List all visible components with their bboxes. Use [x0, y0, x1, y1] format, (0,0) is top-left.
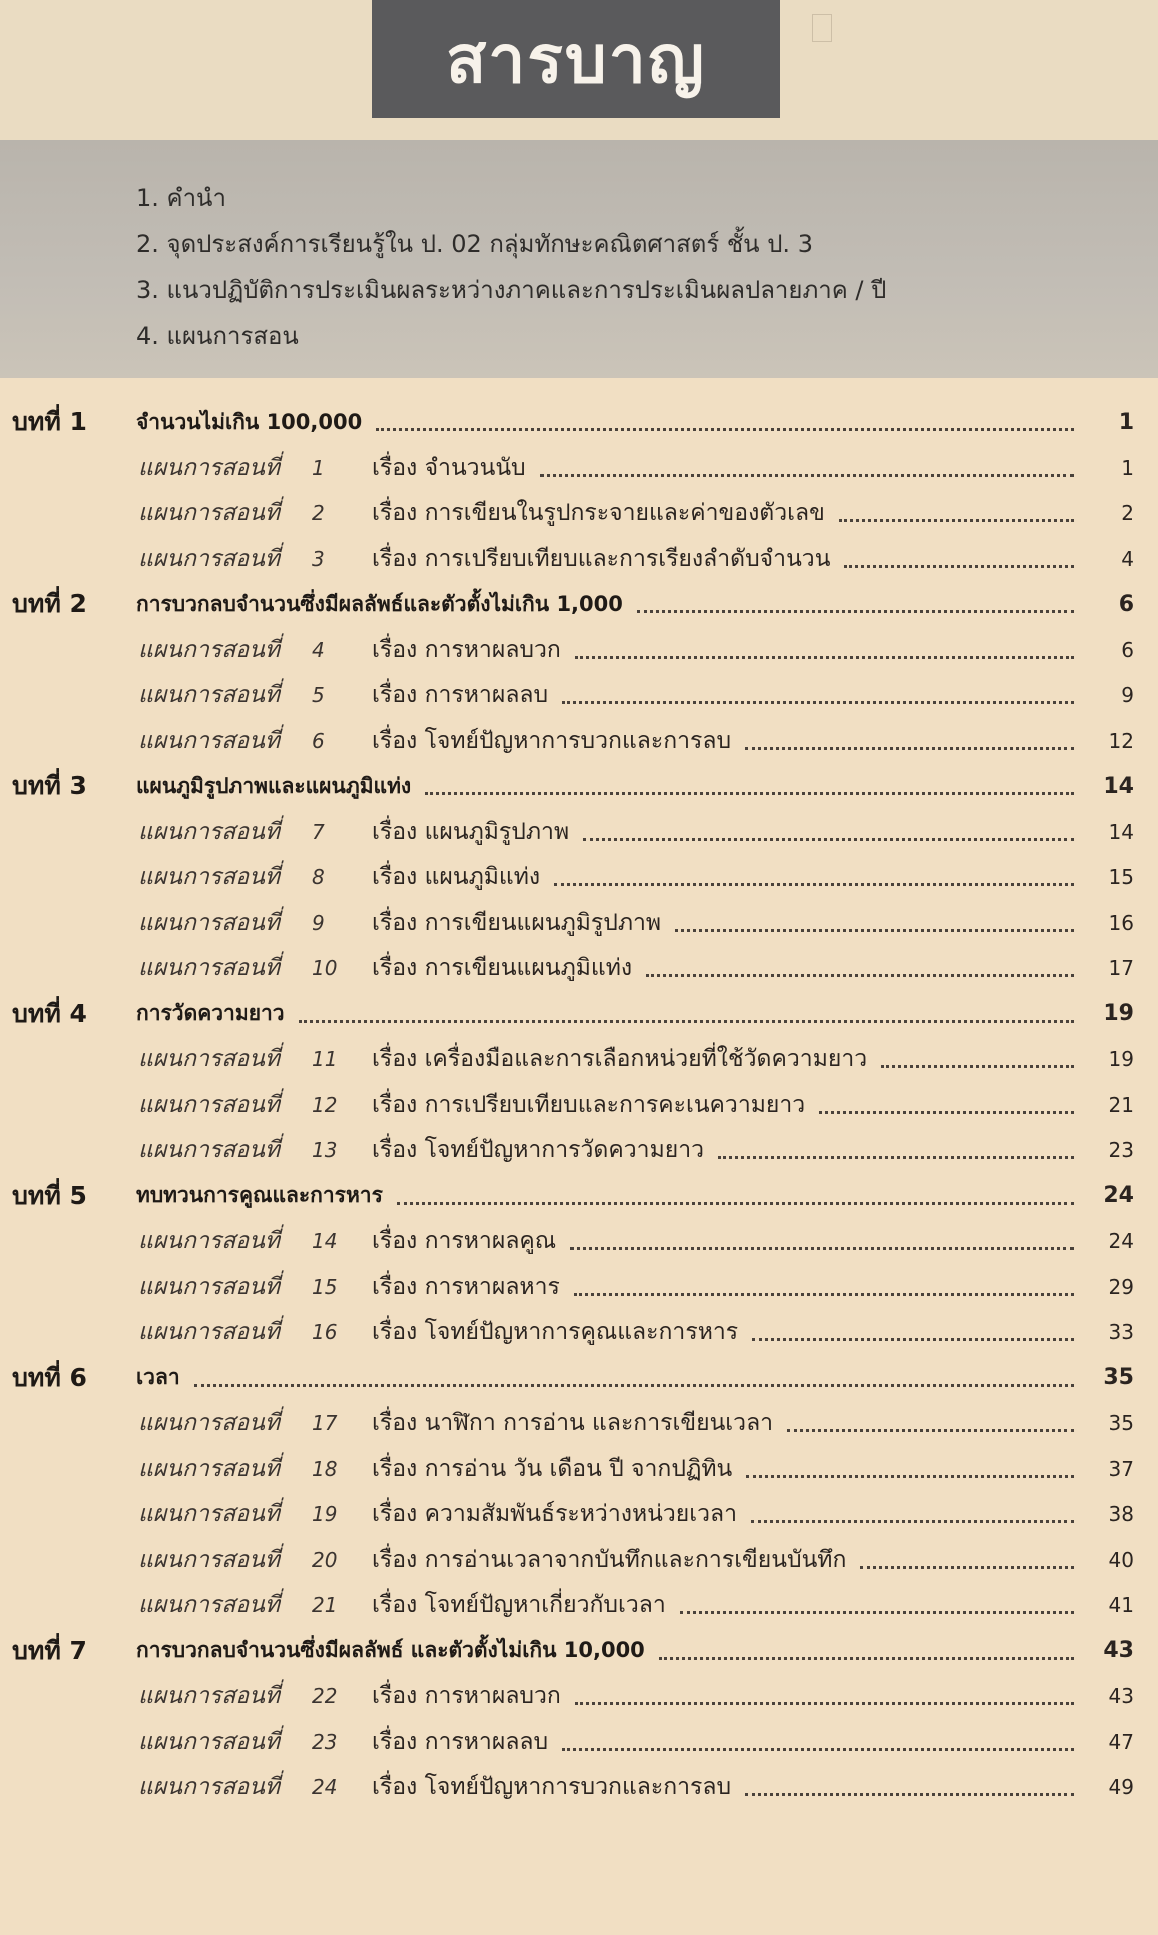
plan-label: แผนการสอนที่: [138, 1774, 280, 1800]
plan-topic: เรื่อง การหาผลคูณ: [372, 1228, 557, 1254]
plan-page-number: 12: [1108, 728, 1134, 753]
plan-topic: เรื่อง การหาผลหาร: [372, 1273, 560, 1300]
plan-row: [0, 446, 1158, 490]
plan-label: แผนการสอนที่: [138, 636, 280, 663]
plan-row: [0, 1583, 1158, 1627]
plan-page-number: 19: [1108, 1047, 1134, 1071]
plan-row: [0, 1128, 1158, 1172]
plan-page-number: 4: [1121, 546, 1134, 571]
chapter-row: [0, 1174, 1158, 1218]
dot-leader: [540, 472, 1074, 477]
plan-number: 11: [312, 1047, 338, 1071]
plan-label: แผนการสอนที่: [138, 1501, 280, 1527]
plan-label: แผนการสอนที่: [138, 1137, 280, 1163]
dot-leader: [752, 1336, 1074, 1341]
plan-number: 20: [312, 1547, 338, 1572]
intro-item-assessment: 3. แนวปฏิบัติการประเมินผลระหว่างภาคและการประเมินผลปลายภาค / ปี: [136, 276, 887, 304]
plan-topic: เรื่อง นาฬิกา การอ่าน และการเขียนเวลา: [372, 1410, 774, 1436]
chapter-row: [0, 582, 1158, 626]
dot-leader: [745, 1791, 1074, 1796]
plan-topic: เรื่อง ความสัมพันธ์ระหว่างหน่วยเวลา: [372, 1501, 738, 1527]
dot-leader: [570, 1245, 1074, 1250]
dot-leader: [583, 836, 1074, 841]
plan-page-number: 29: [1108, 1274, 1134, 1299]
plan-topic: เรื่อง การเปรียบเทียบและการเรียงลำดับจำนวน: [372, 545, 831, 572]
dot-leader: [562, 699, 1074, 704]
plan-page-number: 6: [1121, 637, 1134, 662]
plan-page-number: 15: [1108, 865, 1134, 889]
intro-item-lesson-plans: 4. แผนการสอน: [136, 322, 299, 350]
plan-number: 16: [312, 1320, 338, 1344]
chapter-title: แผนภูมิรูปภาพและแผนภูมิแท่ง: [136, 773, 412, 798]
plan-number: 5: [312, 683, 325, 707]
dot-leader: [574, 1291, 1074, 1296]
plan-topic: เรื่อง การหาผลบวก: [372, 636, 561, 663]
plan-number: 6: [312, 728, 325, 753]
plan-row: [0, 1265, 1158, 1309]
plan-label: แผนการสอนที่: [138, 1228, 280, 1254]
chapter-title: การบวกลบจำนวนซึ่งมีผลลัพธ์ และตัวตั้งไม่เกิน 10,000: [136, 1638, 645, 1662]
dot-leader: [646, 972, 1074, 977]
plan-row: [0, 946, 1158, 990]
chapter-page-number: 14: [1103, 773, 1134, 799]
plan-topic: เรื่อง เครื่องมือและการเลือกหน่วยที่ใช้วัดความยาว: [372, 1046, 868, 1072]
chapter-page-number: 24: [1103, 1183, 1134, 1208]
plan-page-number: 1: [1121, 455, 1134, 480]
chapter-label: บทที่ 4: [12, 998, 87, 1028]
dot-leader: [746, 1473, 1074, 1478]
title-box: [372, 0, 780, 118]
chapter-title: ทบทวนการคูณและการหาร: [136, 1183, 383, 1207]
plan-label: แผนการสอนที่: [138, 682, 280, 708]
plan-page-number: 49: [1108, 1775, 1134, 1799]
plan-number: 7: [312, 819, 325, 844]
plan-label: แผนการสอนที่: [138, 1091, 280, 1118]
plan-page-number: 24: [1108, 1229, 1134, 1253]
plan-topic: เรื่อง โจทย์ปัญหาเกี่ยวกับเวลา: [372, 1592, 666, 1618]
plan-topic: เรื่อง การเขียนในรูปกระจายและค่าของตัวเลข: [372, 500, 825, 526]
intro-item-objectives: 2. จุดประสงค์การเรียนรู้ใน ป. 02 กลุ่มทักษะคณิตศาสตร์ ชั้น ป. 3: [136, 230, 813, 258]
plan-row: [0, 1765, 1158, 1809]
intro-section: [0, 140, 1158, 378]
plan-number: 19: [312, 1502, 338, 1526]
stamp-mark: [812, 14, 832, 42]
plan-label: แผนการสอนที่: [138, 1319, 280, 1345]
plan-row: [0, 1720, 1158, 1764]
plan-topic: เรื่อง การหาผลลบ: [372, 1728, 549, 1755]
plan-label: แผนการสอนที่: [138, 1592, 280, 1618]
dot-leader: [659, 1655, 1074, 1660]
chapter-page-number: 43: [1103, 1638, 1134, 1663]
dot-leader: [844, 563, 1074, 568]
plan-number: 8: [312, 865, 325, 889]
plan-row: [0, 1447, 1158, 1491]
plan-row: [0, 1219, 1158, 1263]
plan-number: 1: [312, 455, 325, 480]
plan-page-number: 40: [1108, 1547, 1134, 1572]
plan-page-number: 37: [1108, 1456, 1134, 1481]
plan-number: 10: [312, 956, 338, 980]
intro-item-foreword: 1. คำนำ: [136, 184, 226, 212]
chapter-page-number: 35: [1103, 1365, 1134, 1390]
plan-label: แผนการสอนที่: [138, 454, 280, 481]
plan-row: [0, 491, 1158, 535]
chapter-row: [0, 764, 1158, 808]
dot-leader: [839, 517, 1074, 522]
chapter-title: การบวกลบจำนวนซึ่งมีผลลัพธ์และตัวตั้งไม่เกิน 1,000: [136, 591, 623, 616]
plan-row: [0, 673, 1158, 717]
plan-label: แผนการสอนที่: [138, 818, 280, 845]
plan-page-number: 14: [1108, 819, 1134, 844]
plan-label: แผนการสอนที่: [138, 1273, 280, 1300]
chapter-label: บทที่ 7: [12, 1635, 87, 1665]
chapter-row: [0, 1629, 1158, 1673]
chapter-title: เวลา: [136, 1365, 180, 1389]
plan-row: [0, 1401, 1158, 1445]
plan-row: [0, 1492, 1158, 1536]
plan-topic: เรื่อง โจทย์ปัญหาการวัดความยาว: [372, 1137, 705, 1163]
chapter-page-number: 6: [1118, 591, 1134, 617]
plan-page-number: 9: [1121, 683, 1134, 707]
plan-number: 12: [312, 1092, 338, 1117]
plan-number: 18: [312, 1456, 338, 1481]
plan-number: 17: [312, 1411, 338, 1435]
plan-page-number: 17: [1108, 956, 1134, 980]
chapter-page-number: 1: [1118, 409, 1134, 435]
dot-leader: [675, 927, 1074, 932]
plan-topic: เรื่อง แผนภูมิรูปภาพ: [372, 818, 570, 845]
dot-leader: [819, 1109, 1074, 1114]
plan-topic: เรื่อง โจทย์ปัญหาการคูณและการหาร: [372, 1319, 739, 1345]
plan-topic: เรื่อง การหาผลลบ: [372, 682, 549, 708]
plan-topic: เรื่อง การเขียนแผนภูมิรูปภาพ: [372, 909, 662, 936]
plan-topic: เรื่อง การหาผลบวก: [372, 1683, 561, 1709]
plan-number: 15: [312, 1274, 338, 1299]
dot-leader: [745, 745, 1074, 750]
chapter-row: [0, 400, 1158, 444]
plan-label: แผนการสอนที่: [138, 955, 280, 981]
plan-label: แผนการสอนที่: [138, 1046, 280, 1072]
plan-number: 21: [312, 1593, 338, 1617]
plan-page-number: 16: [1108, 910, 1134, 935]
plan-label: แผนการสอนที่: [138, 864, 280, 890]
plan-row: [0, 1538, 1158, 1582]
plan-number: 2: [312, 501, 325, 525]
chapter-label: บทที่ 5: [12, 1180, 87, 1210]
plan-label: แผนการสอนที่: [138, 909, 280, 936]
chapter-label: บทที่ 6: [12, 1362, 87, 1392]
plan-row: [0, 628, 1158, 672]
plan-page-number: 23: [1108, 1138, 1134, 1162]
plan-topic: เรื่อง การอ่าน วัน เดือน ปี จากปฏิทิน: [372, 1455, 733, 1482]
chapter-label: บทที่ 3: [12, 771, 87, 800]
chapter-row: [0, 1356, 1158, 1400]
plan-number: 23: [312, 1729, 338, 1754]
dot-leader: [860, 1564, 1074, 1569]
plan-number: 3: [312, 546, 325, 571]
dot-leader: [575, 1700, 1074, 1705]
dot-leader: [680, 1609, 1074, 1614]
plan-label: แผนการสอนที่: [138, 1455, 280, 1482]
dot-leader: [194, 1382, 1074, 1387]
plan-topic: เรื่อง การอ่านเวลาจากบันทึกและการเขียนบันทึก: [372, 1546, 847, 1573]
plan-label: แผนการสอนที่: [138, 1410, 280, 1436]
dot-leader: [425, 790, 1074, 795]
chapter-page-number: 19: [1103, 1001, 1134, 1026]
dot-leader: [637, 608, 1074, 613]
dot-leader: [718, 1154, 1074, 1159]
chapter-label: บทที่ 2: [12, 589, 87, 618]
plan-topic: เรื่อง โจทย์ปัญหาการบวกและการลบ: [372, 727, 732, 754]
chapter-title: การวัดความยาว: [136, 1001, 285, 1025]
dot-leader: [397, 1200, 1074, 1205]
plan-page-number: 43: [1108, 1684, 1134, 1708]
plan-number: 14: [312, 1229, 338, 1253]
plan-page-number: 2: [1121, 501, 1134, 525]
dot-leader: [562, 1746, 1074, 1751]
plan-page-number: 21: [1108, 1092, 1134, 1117]
plan-topic: เรื่อง แผนภูมิแท่ง: [372, 864, 541, 890]
plan-page-number: 38: [1108, 1502, 1134, 1526]
plan-row: [0, 855, 1158, 899]
plan-label: แผนการสอนที่: [138, 500, 280, 526]
plan-topic: เรื่อง จำนวนนับ: [372, 454, 526, 481]
dot-leader: [787, 1427, 1074, 1432]
dot-leader: [575, 654, 1074, 659]
dot-leader: [881, 1063, 1074, 1068]
plan-topic: เรื่อง การเขียนแผนภูมิแท่ง: [372, 955, 633, 981]
plan-label: แผนการสอนที่: [138, 545, 280, 572]
dot-leader: [554, 881, 1074, 886]
plan-label: แผนการสอนที่: [138, 1546, 280, 1573]
plan-label: แผนการสอนที่: [138, 727, 280, 754]
dot-leader: [751, 1518, 1074, 1523]
plan-number: 4: [312, 637, 325, 662]
dot-leader: [376, 426, 1074, 431]
chapter-row: [0, 992, 1158, 1036]
plan-row: [0, 1310, 1158, 1354]
chapter-label: บทที่ 1: [12, 407, 87, 436]
plan-row: [0, 810, 1158, 854]
plan-number: 9: [312, 910, 325, 935]
plan-page-number: 35: [1108, 1411, 1134, 1435]
plan-page-number: 47: [1108, 1729, 1134, 1754]
plan-number: 24: [312, 1775, 338, 1799]
dot-leader: [299, 1018, 1074, 1023]
plan-topic: เรื่อง การเปรียบเทียบและการคะเนความยาว: [372, 1091, 806, 1118]
plan-page-number: 41: [1108, 1593, 1134, 1617]
plan-page-number: 33: [1108, 1320, 1134, 1344]
page-title: สารบาญ: [446, 20, 706, 98]
plan-row: [0, 719, 1158, 763]
plan-label: แผนการสอนที่: [138, 1728, 280, 1755]
plan-row: [0, 1674, 1158, 1718]
plan-label: แผนการสอนที่: [138, 1683, 280, 1709]
plan-topic: เรื่อง โจทย์ปัญหาการบวกและการลบ: [372, 1774, 732, 1800]
plan-number: 13: [312, 1138, 338, 1162]
plan-number: 22: [312, 1684, 338, 1708]
plan-row: [0, 1037, 1158, 1081]
plan-row: [0, 537, 1158, 581]
plan-row: [0, 901, 1158, 945]
plan-row: [0, 1083, 1158, 1127]
chapter-title: จำนวนไม่เกิน 100,000: [136, 409, 363, 434]
